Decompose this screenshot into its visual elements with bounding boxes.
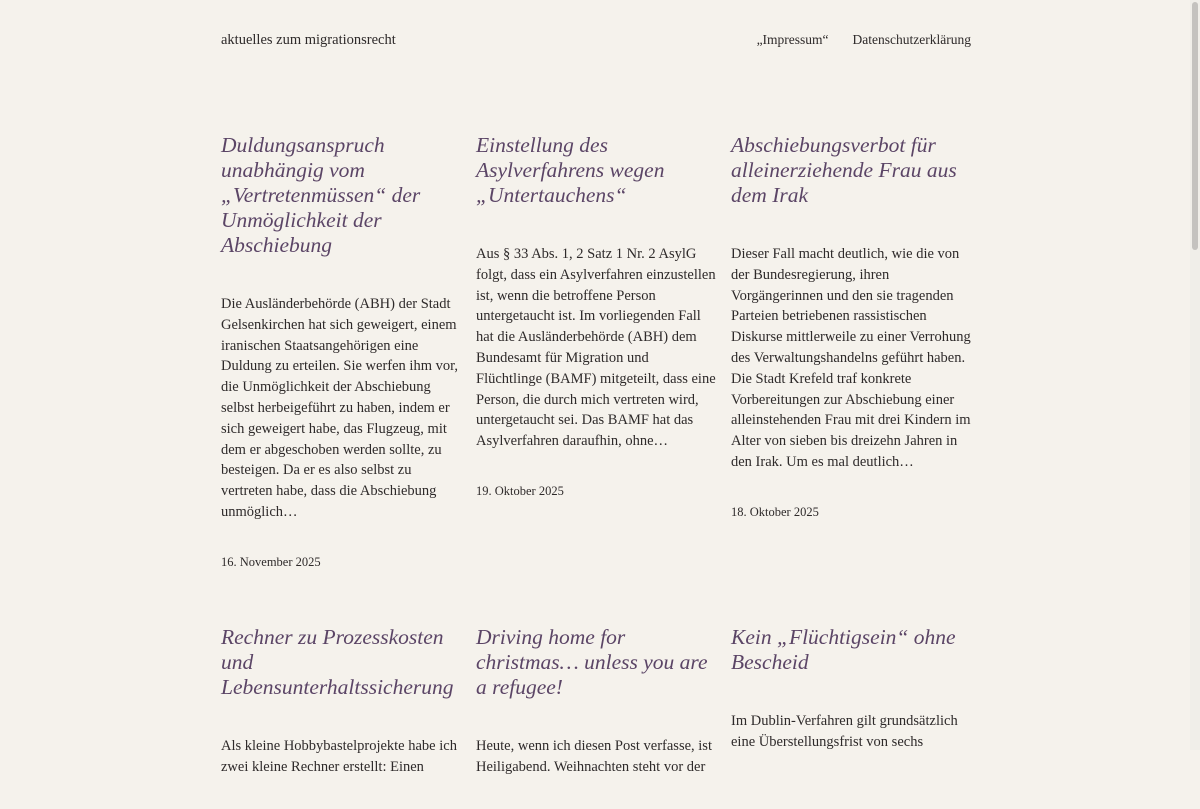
post-excerpt: Aus § 33 Abs. 1, 2 Satz 1 Nr. 2 AsylG folgt, dass ein Asylverfahren einzustellen ist, wenn die betroffene Person untergetaucht ist. Im vorliegenden Fall hat die Ausländerbehörde (ABH) dem Bundesamt für Migration und Flüchtlinge (BAMF) mitgeteilt, dass eine Person, die durch mich vertreten wird, untergetaucht sei. Das BAMF hat das Asylverfahren daraufhin, ohne… bbox=[476, 246, 716, 450]
post-date: 18. Oktober 2025 bbox=[731, 504, 819, 519]
post-excerpt: Heute, wenn ich diesen Post verfasse, ist Heiligabend. Weihnachten steht vor der bbox=[476, 737, 712, 775]
post-date: 19. Oktober 2025 bbox=[476, 483, 564, 498]
post-card bbox=[731, 133, 971, 570]
page-scrollbar[interactable] bbox=[1190, 0, 1200, 750]
post-title-link[interactable]: Abschiebungsverbot für alleinerziehende Frau aus dem Irak bbox=[731, 133, 957, 207]
post-excerpt: Als kleine Hobbybastelprojekte habe ich zwei kleine Rechner erstellt: Einen bbox=[221, 737, 457, 775]
post-title-link[interactable]: Einstellung des Asylverfahrens wegen „Untertauchens“ bbox=[476, 133, 665, 207]
post-date: 16. November 2025 bbox=[221, 554, 321, 569]
post-card bbox=[221, 625, 461, 809]
post-card bbox=[476, 625, 716, 809]
site-title-link[interactable]: aktuelles zum migrationsrecht bbox=[221, 32, 396, 48]
post-title-link[interactable]: Kein „Flüchtigsein“ ohne Bescheid bbox=[731, 624, 956, 674]
nav-impressum[interactable]: „Impressum“ bbox=[756, 32, 829, 47]
post-title-link[interactable]: Duldungsanspruch unabhängig vom „Vertretenmüssen“ der Unmöglichkeit der Abschiebung bbox=[221, 133, 421, 257]
top-nav bbox=[757, 32, 971, 48]
post-card bbox=[221, 133, 461, 570]
post-excerpt: Die Ausländerbehörde (ABH) der Stadt Gelsenkirchen hat sich geweigert, einem iranischen Staatsangehörigen eine Duldung zu erteilen. Sie werfen ihm vor, die Unmöglichkeit der Abschiebung selbst herbeigeführt zu haben, indem er sich geweigert habe, das Flugzeug, mit dem er abgeschoben werden sollte, zu besteigen. Da er es also selbst zu vertreten habe, dass die Abschiebung unmöglich… bbox=[221, 296, 458, 520]
nav-datenschutz[interactable]: Datenschutzerklärung bbox=[852, 32, 971, 47]
post-excerpt: Dieser Fall macht deutlich, wie die von der Bundesregierung, ihren Vorgängerinnen und den sie tragenden Parteien betriebenen rassistischen Diskurse mittlerweile zu einer Verrohung des Verwaltungshandelns geführt haben. Die Stadt Krefeld traf konkrete Vorbereitungen zur Abschiebung einer alleinstehenden Frau mit drei Kindern im Alter von sieben bis dreizehn Jahren in den Irak. Um es mal deutlich… bbox=[731, 246, 971, 470]
post-title-link[interactable]: Rechner zu Prozesskosten und Lebensunterhaltssicherung bbox=[221, 624, 454, 699]
post-title-link[interactable]: Driving home for christmas… unless you are a refugee! bbox=[476, 624, 708, 699]
scrollbar-thumb[interactable] bbox=[1192, 2, 1198, 250]
post-card bbox=[731, 625, 971, 809]
site-header bbox=[221, 32, 971, 52]
post-excerpt: Im Dublin-Verfahren gilt grundsätzlich eine Überstellungsfrist von sechs bbox=[731, 712, 958, 750]
post-grid bbox=[221, 133, 971, 809]
post-card bbox=[476, 133, 716, 570]
